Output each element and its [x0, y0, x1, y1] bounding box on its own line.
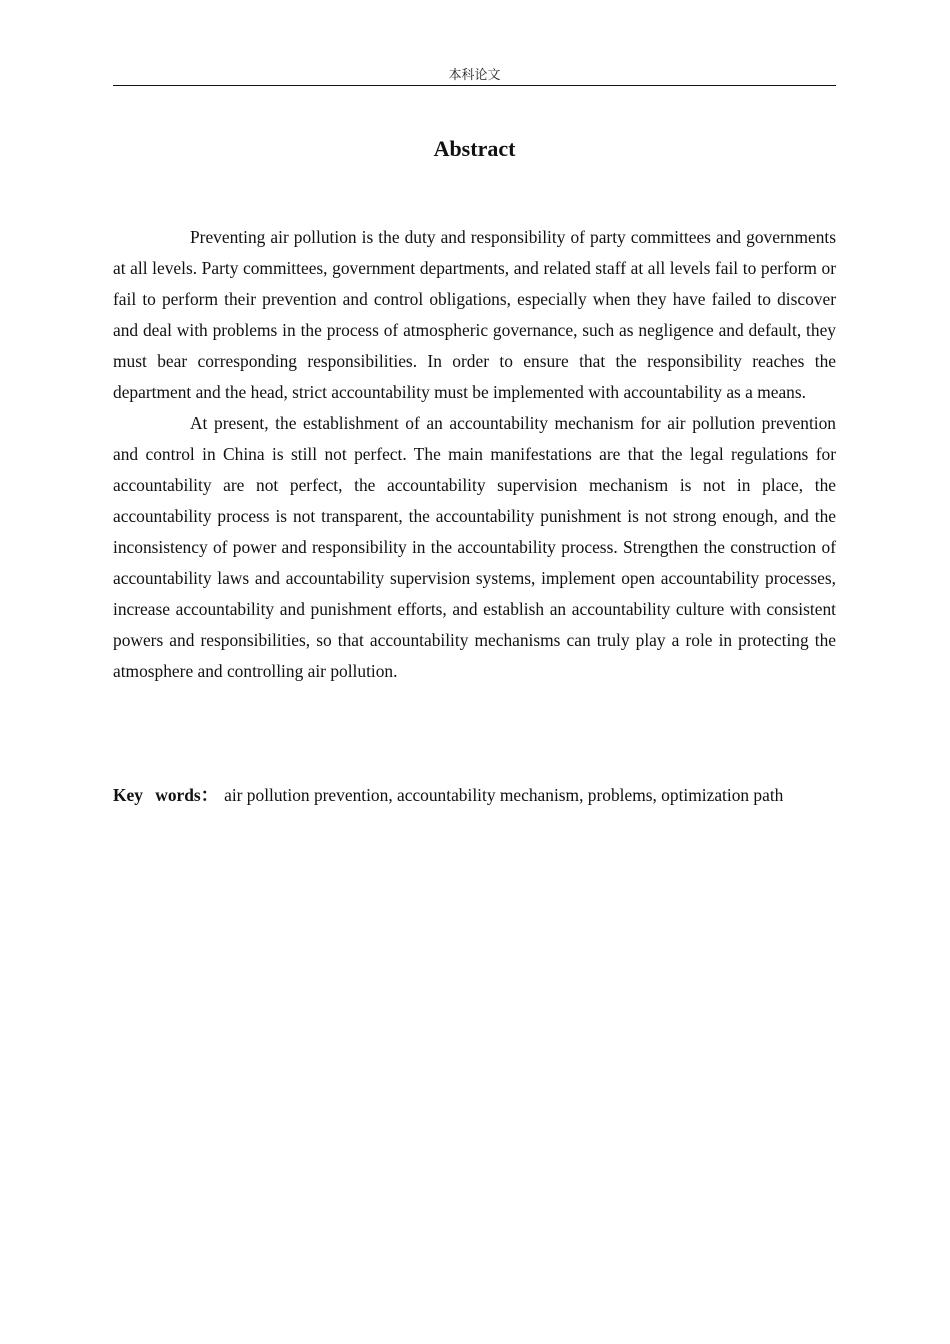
- header-rule: [113, 85, 836, 86]
- keywords-label: Key words: [113, 785, 201, 805]
- abstract-paragraph-2: At present, the establishment of an accountability mechanism for air pollution prevention and control in China is still not perfect. The main manifestations are that the legal regulations for accountability are not perfect, the accountability supervision mechanism is not in place, the accountability process is not transparent, the accountability punishment is not strong enough, and the inconsistency of power and responsibility in the accountability process. Strengthen the construction of accountability laws and accountability supervision systems, implement open accountability processes, increase accountability and punishment efforts, and establish an accountability culture with consistent powers and responsibilities, so that accountability mechanisms can truly play a role in protecting the atmosphere and controlling air pollution.: [113, 413, 836, 681]
- keywords-text: air pollution prevention, accountability mechanism, problems, optimization path: [224, 785, 784, 805]
- running-header: 本科论文: [448, 67, 501, 82]
- abstract-body: [113, 222, 836, 687]
- keywords-line: [113, 780, 836, 811]
- keywords-colon: ：: [200, 785, 219, 805]
- abstract-paragraph-1: Preventing air pollution is the duty and responsibility of party committees and governments at all levels. Party committees, government departments, and related staff at all levels fail to perform or fail to perform their prevention and control obligations, especially when they have failed to discover and deal with problems in the process of atmospheric governance, such as negligence and default, they must bear corresponding responsibilities. In order to ensure that the responsibility reaches the department and the head, strict accountability must be implemented with accountability as a means.: [113, 227, 836, 402]
- abstract-title: Abstract: [433, 136, 516, 161]
